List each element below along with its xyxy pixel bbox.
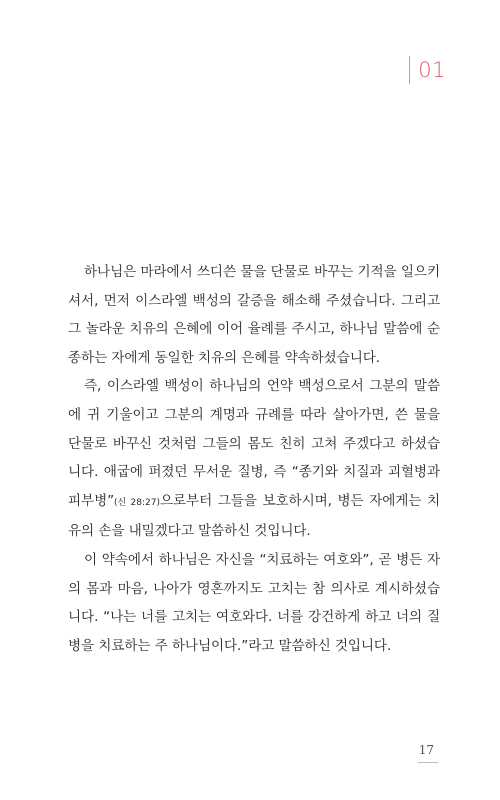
body-text [68,258,440,660]
chapter-divider-bar [409,56,410,84]
chapter-marker [409,56,446,84]
paragraph-3: 이 약속에서 하나님은 자신을 “치료하는 여호와”, 곧 병든 자의 몸과 마음, 나아가 영혼까지도 고치는 참 의사로 계시하셨습니다. “나는 너를 고치는 여호와다. 너를 강건하게 하고 너의 질병을 치료하는 주 하나님이다.”라고 말씀하신 것입니다. [68,551,440,654]
scripture-citation: (신 28:27) [114,497,160,508]
paragraph-1: 하나님은 마라에서 쓰디쓴 물을 단물로 바꾸는 기적을 일으키셔서, 먼저 이스라엘 백성의 갈증을 해소해 주셨습니다. 그리고 그 놀라운 치유의 은혜에 이어 율례를 주시고, 하나님 말씀에 순종하는 자에게 동일한 치유의 은혜를 약속하셨습니다. [68,264,440,366]
chapter-number: 01 [418,57,446,82]
paragraph-2-text-before: 즉, 이스라엘 백성이 하나님의 언약 백성으로서 그분의 말씀에 귀 기울이고 그분의 계명과 규례를 따라 살아가면, 쓴 물을 단물로 바꾸신 것처럼 그들의 몸도 친히 고쳐 주겠다고 하셨습니다. 애굽에 퍼졌던 무서운 질병, 즉 “종기와 치질과 괴혈병과 피부병” [68,378,440,509]
paragraph-2-text-after: 으로부터 그들을 보호하시며, 병든 자에게는 치유의 손을 내밀겠다고 말씀하신 것입니다. [68,492,440,540]
page-number-underline [418,762,438,763]
page-number: 17 [418,743,434,757]
paragraph-2 [68,372,440,546]
